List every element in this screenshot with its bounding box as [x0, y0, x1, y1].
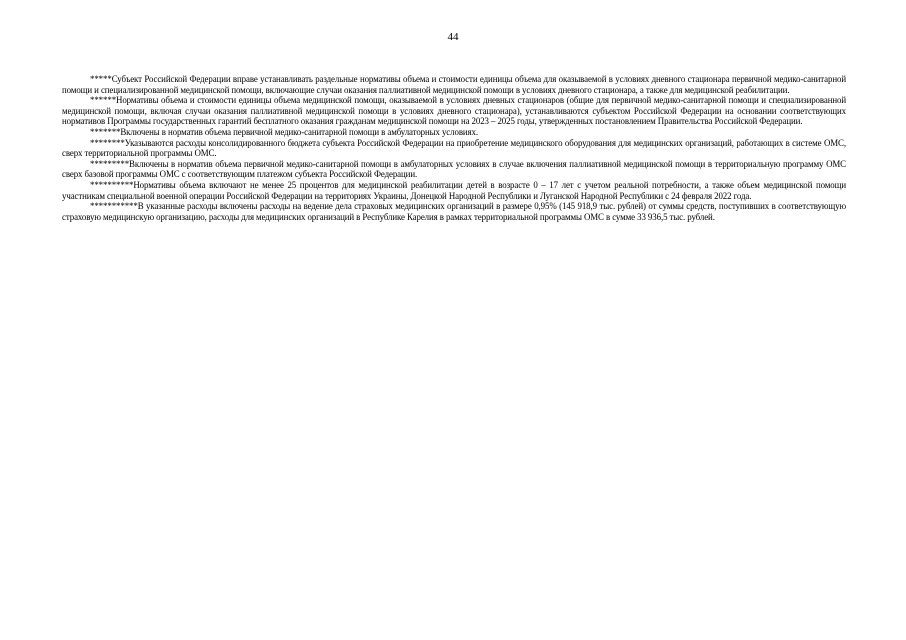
footnote-8-asterisks: ********Указываются расходы консолидированного бюджета субъекта Российской Федерации на приобретение медицинского оборудования для медицинских организаций, работающих в системе ОМС, сверх территориальной программы ОМС.: [62, 137, 846, 159]
footnote-6-asterisks: ******Нормативы объема и стоимости единицы объема медицинской помощи, оказываемой в условиях дневных стационаров (общие для первичной медико-санитарной помощи и специализированной медицинской помощи, включая случаи оказания паллиативной медицинской помощи в условиях дневного стационара), устанавливаются субъектом Российской Федерации на основании соответствующих нормативов Программы государственных гарантий бесплатного оказания гражданам медицинской помощи на 2023 – 2025 годы, утвержденных постановлением Правительства Российской Федерации.: [62, 95, 846, 127]
footnote-10-asterisks: **********Нормативы объема включают не менее 25 процентов для медицинской реабилитации детей в возрасте 0 – 17 лет с учетом реальной потребности, а также объем медицинской помощи участникам специальной военной операции Российской Федерации на территориях Украины, Донецкой Народной Республики и Луганской Народной Республики с 24 февраля 2022 года.: [62, 179, 846, 201]
footnote-11-asterisks: ***********В указанные расходы включены расходы на ведение дела страховых медицинских организаций в размере 0,95% (145 918,9 тыс. рублей) от суммы средств, поступивших в соответствующую страховую медицинскую организацию, расходы для медицинских организаций в Республике Карелия в рамках территориальной программы ОМС в сумме 33 936,5 тыс. рублей.: [62, 201, 846, 222]
footnote-5-asterisks: *****Субъект Российской Федерации вправе устанавливать раздельные нормативы объема и стоимости единицы объема для оказываемой в условиях дневного стационара первичной медико-санитарной помощи и специализированной медицинской помощи, включающие случаи оказания паллиативной медицинской помощи в условиях дневного стационара, а также для медицинской реабилитации.: [62, 74, 846, 95]
footnotes-block: [62, 74, 846, 222]
page-number: 44: [447, 31, 459, 43]
footnote-9-asterisks: *********Включены в норматив объема первичной медико-санитарной помощи в амбулаторных условиях в случае включения паллиативной медицинской помощи в территориальную программу ОМС сверх базовой программы ОМС с соответствующим платежом субъекта Российской Федерации.: [62, 158, 846, 180]
footnote-7-asterisks: *******Включены в норматив объема первичной медико-санитарной помощи в амбулаторных условиях.: [90, 126, 478, 137]
